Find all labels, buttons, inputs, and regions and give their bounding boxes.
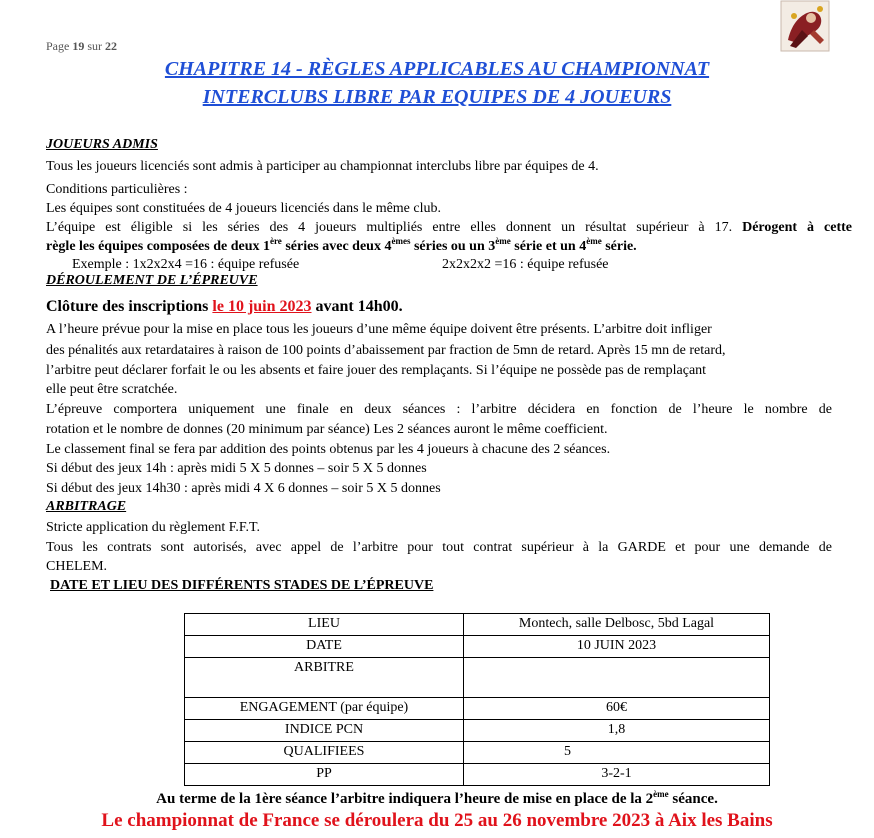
example-2: 2x2x2x2 =16 : équipe refusée	[442, 257, 609, 272]
section-heading-joueurs: JOUEURS ADMIS	[46, 137, 158, 152]
deroulement-line-9: Si début des jeux 14h30 : après midi 4 X 6 donnes – soir 5 X 5 donnes	[46, 481, 441, 496]
sup-2: èmes	[391, 236, 411, 246]
table-cell-label: PP	[185, 764, 464, 786]
joueurs-5e: série.	[601, 239, 637, 254]
joueurs-text-5	[46, 237, 637, 257]
joueurs-5d: série et un 4	[510, 239, 587, 254]
joueurs-text-4a: L’équipe est éligible si les séries des 4 joueurs multipliés entre elles donnent un résultat supérieur à 17.	[46, 220, 733, 235]
deroulement-line-8: Si début des jeux 14h : après midi 5 X 5 donnes – soir 5 X 5 donnes	[46, 461, 427, 476]
table-cell-label: QUALIFIEES	[185, 742, 464, 764]
table-cell-value: 3-2-1	[464, 764, 770, 786]
arbitrage-line-1: Stricte application du règlement F.F.T.	[46, 520, 261, 535]
table-cell-label: LIEU	[185, 614, 464, 636]
chapter-title-line1: CHAPITRE 14 - RÈGLES APPLICABLES AU CHAMPIONNAT	[164, 58, 710, 80]
section-heading-deroulement: DÉROULEMENT DE L’ÉPREUVE	[46, 273, 258, 288]
arbitrage-line-3: CHELEM.	[46, 559, 108, 574]
sup-3: ème	[495, 236, 511, 246]
table-cell-label: INDICE PCN	[185, 720, 464, 742]
section-heading-dates: DATE ET LIEU DES DIFFÉRENTS STADES DE L’ÉPREUVE	[50, 578, 434, 593]
deroulement-line-2: des pénalités aux retardataires à raison de 100 points d’abaissement par fraction de 5mn de retard. Après 15 mn de retard,	[46, 343, 726, 358]
deroulement-line-1: A l’heure prévue pour la mise en place tous les joueurs d’une même équipe doivent être présents. L’arbitre doit infliger	[46, 322, 712, 337]
joueurs-5c: séries ou un 3	[410, 239, 496, 254]
joueurs-text-3: Les équipes sont constituées de 4 joueurs licenciés dans le même club.	[46, 201, 442, 216]
cloture-time: avant 14h00.	[315, 298, 403, 315]
section-heading-arbitrage: ARBITRAGE	[46, 499, 127, 514]
table-cell-label: DATE	[185, 636, 464, 658]
table-cell-label: ENGAGEMENT (par équipe)	[185, 698, 464, 720]
cloture-label: Clôture des inscriptions	[46, 298, 209, 315]
table-cell-value: 5	[464, 742, 770, 764]
tarot-card-logo-icon	[780, 0, 830, 52]
sup-4: ème	[586, 236, 602, 246]
table-cell-value: 60€	[464, 698, 770, 720]
table-cell-value: 10 JUIN 2023	[464, 636, 770, 658]
cloture-line	[46, 297, 403, 317]
seance-note-a: Au terme de la 1ère séance l’arbitre indiquera l’heure de mise en place de la 2	[156, 791, 654, 807]
joueurs-text-4b: Dérogent à cette	[742, 220, 852, 235]
table-row	[185, 614, 770, 636]
joueurs-5a: règle les équipes composées de deux 1	[46, 239, 270, 254]
table-cell-value	[464, 658, 770, 698]
seance-note-b: séance.	[668, 791, 718, 807]
chapter-title-line2: INTERCLUBS LIBRE PAR EQUIPES DE 4 JOUEURS	[202, 86, 672, 108]
seance-note-sup: ème	[653, 789, 669, 799]
cloture-date: le 10 juin 2023	[212, 298, 312, 315]
seance-note	[0, 789, 874, 809]
page-current: 19	[72, 39, 85, 53]
table-cell-value: 1,8	[464, 720, 770, 742]
page-sep: sur	[87, 39, 102, 53]
joueurs-5b: séries avec deux 4	[281, 239, 392, 254]
page-total: 22	[105, 39, 117, 53]
page-number	[46, 36, 117, 56]
page-label: Page	[46, 39, 70, 53]
example-1: Exemple : 1x2x2x4 =16 : équipe refusée	[72, 257, 300, 272]
arbitrage-line-2: Tous les contrats sont autorisés, avec appel de l’arbitre pour tout contrat supérieur à la GARDE et pour une demande de	[46, 540, 832, 555]
joueurs-text-2: Conditions particulières :	[46, 182, 188, 197]
table-row	[185, 636, 770, 658]
joueurs-text-4	[46, 218, 852, 238]
table-row	[185, 764, 770, 786]
table-row	[185, 742, 770, 764]
deroulement-line-6: rotation et le nombre de donnes (20 minimum par séance) Les 2 séances auront le même coefficient.	[46, 422, 608, 437]
table-row	[185, 698, 770, 720]
table-row	[185, 658, 770, 698]
table-row	[185, 720, 770, 742]
sup-1: ère	[269, 236, 282, 246]
deroulement-line-5: L’épreuve comportera uniquement une finale en deux séances : l’arbitre décidera en fonction de l’heure le nombre de	[46, 402, 832, 417]
deroulement-line-3: l’arbitre peut déclarer forfait le ou les absents et faire jouer des remplaçants. Si l’équipe ne possède pas de remplaçant	[46, 363, 707, 378]
deroulement-line-4: elle peut être scratchée.	[46, 382, 178, 397]
championship-announcement: Le championnat de France se déroulera du 25 au 26 novembre 2023 à Aix les Bains	[101, 810, 773, 831]
event-info-table	[184, 613, 770, 786]
table-cell-value: Montech, salle Delbosc, 5bd Lagal	[464, 614, 770, 636]
table-cell-label: ARBITRE	[185, 658, 464, 698]
deroulement-line-7: Le classement final se fera par addition des points obtenus par les 4 joueurs à chacune des 2 séances.	[46, 442, 611, 457]
joueurs-text-1: Tous les joueurs licenciés sont admis à participer au championnat interclubs libre par équipes de 4.	[46, 159, 599, 174]
